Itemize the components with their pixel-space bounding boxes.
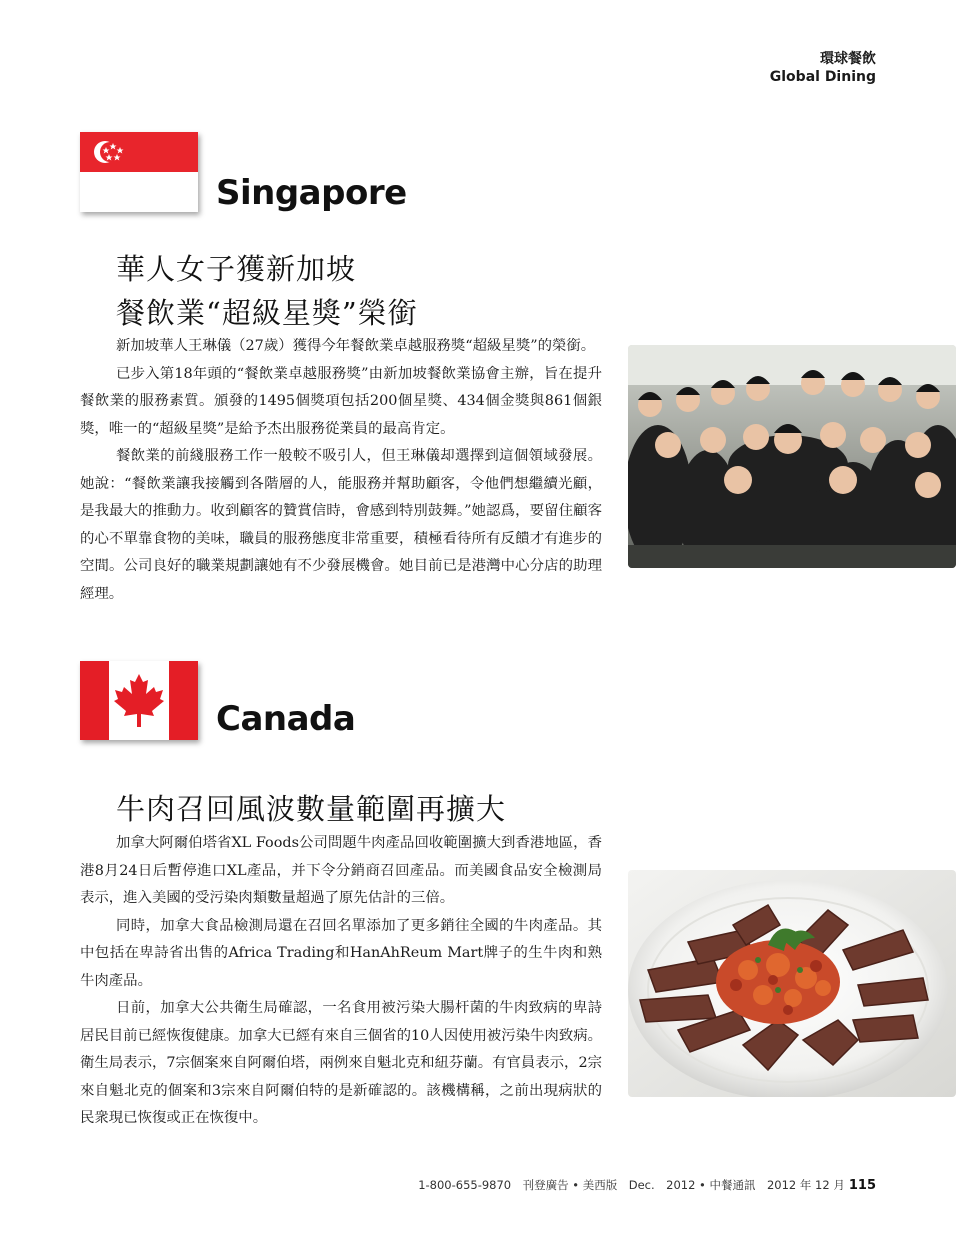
paragraph: 同時，加拿大食品檢測局還在召回名單添加了更多銷往全國的牛肉產品。其中包括在卑詩省出售的Africa Trading和HanAhReum Mart牌子的生牛肉和熟牛肉產品。 bbox=[80, 917, 602, 989]
country-heading-singapore: Singapore bbox=[216, 173, 407, 213]
page-number: 115 bbox=[848, 1178, 876, 1193]
beef-dish-photo bbox=[628, 870, 956, 1097]
paragraph: 加拿大阿爾伯塔省XL Foods公司問題牛肉產品回收範圍擴大到香港地區，香港8月24日后暫停進口XL產品，并下令分銷商召回產品。而美國食品安全檢測局表示，進入美國的受污染肉類數量超過了原先估計的三倍。 bbox=[80, 835, 602, 906]
paragraph: 餐飲業的前綫服務工作一般較不吸引人，但王琳儀却選擇到這個領域發展。她說：“餐飲業讓我接觸到各階層的人，能服務并幫助顧客，令他們想繼續光顧，是我最大的推動力。收到顧客的贊賞信時，會感到特別鼓舞。”她認爲，要留住顧客的心不單靠食物的美味，職員的服務態度非常重要，積極看待所有反饋才有進步的空間。公司良好的職業規劃讓她有不少發展機會。她目前已是港灣中心分店的助理經理。 bbox=[80, 448, 602, 602]
footer-text: 1-800-655-9870 刊登廣告 • 美西版 Dec. 2012 • 中餐通訊 2012 年 12 月 bbox=[418, 1178, 845, 1192]
staff-group-photo bbox=[628, 345, 956, 568]
singapore-flag bbox=[80, 132, 198, 212]
section-title-zh: 環球餐飲 bbox=[820, 51, 876, 67]
article-title: 牛肉召回風波數量範圍再擴大 bbox=[116, 792, 507, 826]
paragraph: 新加坡華人王琳儀（27歲）獲得今年餐飲業卓越服務獎“超級星獎”的榮銜。 bbox=[116, 338, 596, 354]
section-title-en: Global Dining bbox=[769, 69, 876, 85]
country-heading-canada: Canada bbox=[216, 699, 356, 739]
canada-flag bbox=[80, 661, 198, 740]
page-footer bbox=[418, 1177, 876, 1193]
section-header bbox=[770, 50, 876, 86]
canada-article-body bbox=[80, 830, 602, 1133]
article-title-line2: 餐飲業“超級星獎”榮銜 bbox=[116, 296, 418, 330]
paragraph: 已步入第18年頭的“餐飲業卓越服務獎”由新加坡餐飲業協會主辦，旨在提升餐飲業的服務素質。頒發的1495個獎項包括200個星獎、434個金獎與861個銀獎，唯一的“超級星獎”是給予杰出服務從業員的最高肯定。 bbox=[80, 365, 602, 437]
article-title-line1: 華人女子獲新加坡 bbox=[116, 252, 357, 286]
singapore-article-body bbox=[80, 333, 602, 608]
paragraph: 日前，加拿大公共衛生局確認，一名食用被污染大腸杆菌的牛肉致病的卑詩居民目前已經恢復健康。加拿大已經有來自三個省的10人因使用被污染牛肉致病。衛生局表示，7宗個案來自阿爾伯塔，兩例來自魁北克和紐芬蘭。有官員表示，2宗來自魁北克的個案和3宗來自阿爾伯特的是新確認的。該機構稱，之前出現病狀的民衆現已恢復或正在恢復中。 bbox=[80, 1000, 602, 1126]
